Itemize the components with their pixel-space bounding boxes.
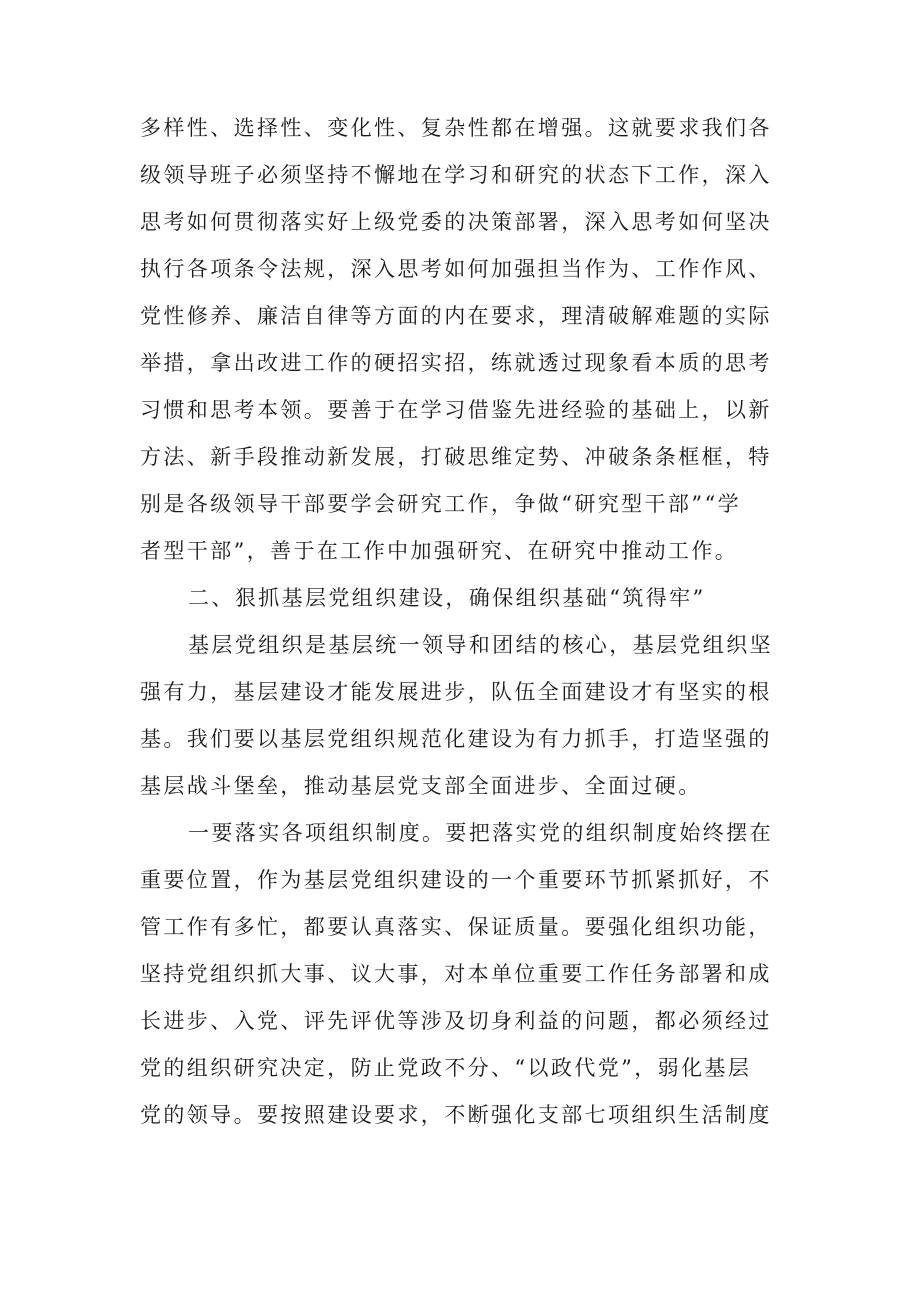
body-text-line: 思考如何贯彻落实好上级党委的决策部署，深入思考如何坚决 <box>140 210 772 234</box>
body-text-line: 重要位置，作为基层党组织建设的一个重要环节抓紧抓好，不 <box>140 868 772 892</box>
section-heading: 二、狠抓基层党组织建设，确保组织基础“筑得牢” <box>188 586 706 610</box>
body-text-line: 执行各项条令法规，深入思考如何加强担当作为、工作作风、 <box>140 257 772 281</box>
body-text-line: 者型干部”，善于在工作中加强研究、在研究中推动工作。 <box>140 539 739 563</box>
body-text-line: 党的领导。要按照建设要求，不断强化支部七项组织生活制度 <box>140 1103 772 1127</box>
body-text-line: 党性修养、廉洁自律等方面的内在要求，理清破解难题的实际 <box>140 304 772 328</box>
body-text-line: 基。我们要以基层党组织规范化建设为有力抓手，打造坚强的 <box>140 727 772 751</box>
body-text-line: 坚持党组织抓大事、议大事，对本单位重要工作任务部署和成 <box>140 962 772 986</box>
body-text-line: 长进步、入党、评先评优等涉及切身利益的问题，都必须经过 <box>140 1009 772 1033</box>
body-text-line: 管工作有多忙，都要认真落实、保证质量。要强化组织功能， <box>140 915 772 939</box>
body-text-line: 级领导班子必须坚持不懈地在学习和研究的状态下工作，深入 <box>140 163 772 187</box>
body-text-line: 别是各级领导干部要学会研究工作，争做“研究型干部”“学 <box>140 492 742 516</box>
body-text-line: 一要落实各项组织制度。要把落实党的组织制度始终摆在 <box>188 821 773 845</box>
body-text-line: 方法、新手段推动新发展，打破思维定势、冲破条条框框，特 <box>140 445 772 469</box>
body-text-line: 强有力，基层建设才能发展进步，队伍全面建设才有坚实的根 <box>140 680 772 704</box>
body-text-line: 基层党组织是基层统一领导和团结的核心，基层党组织坚 <box>188 633 773 657</box>
body-text-line: 党的组织研究决定，防止党政不分、“以政代党”，弱化基层 <box>140 1056 752 1080</box>
body-text-line: 基层战斗堡垒，推动基层党支部全面进步、全面过硬。 <box>140 774 702 798</box>
body-text-line: 习惯和思考本领。要善于在学习借鉴先进经验的基础上，以新 <box>140 398 772 422</box>
body-text-line: 举措，拿出改进工作的硬招实招，练就透过现象看本质的思考 <box>140 351 772 375</box>
body-text-line: 多样性、选择性、变化性、复杂性都在增强。这就要求我们各 <box>140 116 772 140</box>
